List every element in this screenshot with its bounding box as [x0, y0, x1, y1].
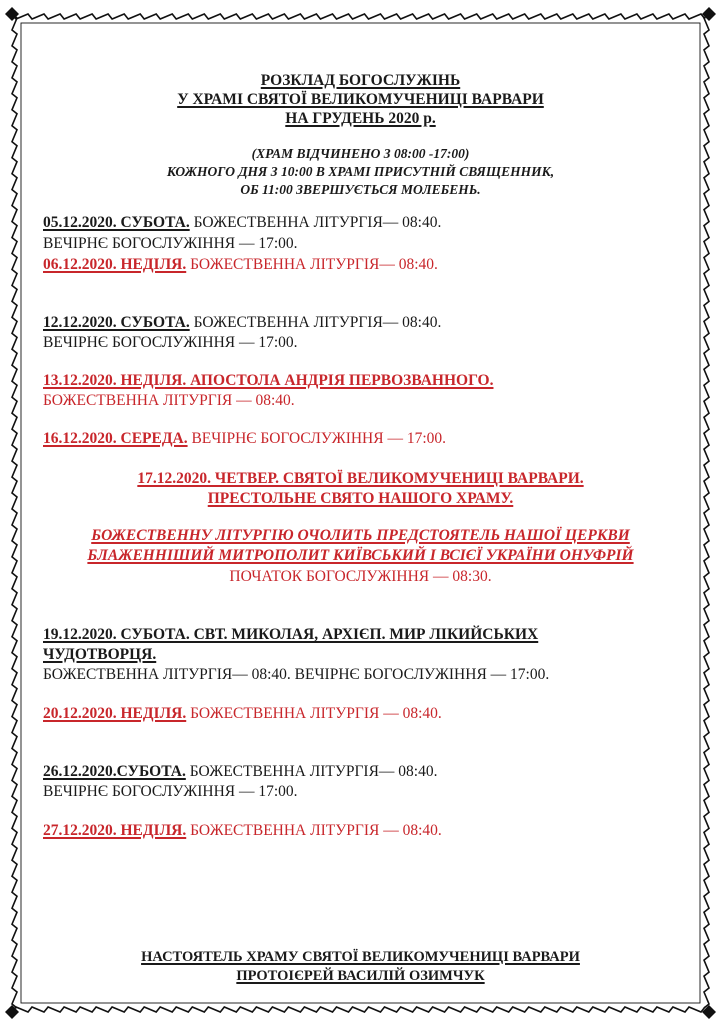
feast-day-start-time: ПОЧАТОК БОГОСЛУЖІННЯ — 08:30. — [229, 568, 492, 585]
entry-date: 12.12.2020. СУБОТА. — [43, 314, 190, 331]
feast-day-title: 17.12.2020. ЧЕТВЕР. СВЯТОЇ ВЕЛИКОМУЧЕНИЦІ ВАРВАРИ. — [137, 470, 584, 487]
schedule-entry-1312: 13.12.2020. НЕДІЛЯ. АПОСТОЛА АНДРІЯ ПЕРВОЗВАННОГО. — [43, 372, 494, 389]
feast-day-metropolitan: БЛАЖЕННІШИЙ МИТРОПОЛИТ КИЇВСЬКИЙ І ВСІЄЇ УКРАЇНИ ОНУФРІЙ — [87, 547, 634, 564]
schedule-entry-2012 — [43, 705, 442, 723]
schedule-entry-1912-services: БОЖЕСТВЕННА ЛІТУРГІЯ— 08:40. ВЕЧІРНЄ БОГОСЛУЖІННЯ — 17:00. — [43, 666, 550, 683]
entry-text: БОЖЕСТВЕННА ЛІТУРГІЯ— 08:40. — [186, 256, 438, 273]
schedule-entry-1612 — [43, 430, 446, 448]
schedule-entry-2612-evening: ВЕЧІРНЄ БОГОСЛУЖІННЯ — 17:00. — [43, 783, 298, 800]
page-subtitle: У ХРАМІ СВЯТОЇ ВЕЛИКОМУЧЕНИЦІ ВАРВАРИ — [177, 91, 544, 108]
schedule-entry-2612 — [43, 763, 437, 781]
entry-text: ВЕЧІРНЄ БОГОСЛУЖІННЯ — 17:00. — [187, 430, 447, 447]
schedule-entry-1212-evening: ВЕЧІРНЄ БОГОСЛУЖІННЯ — 17:00. — [43, 334, 298, 351]
priest-note: КОЖНОГО ДНЯ З 10:00 В ХРАМІ ПРИСУТНІЙ СВЯЩЕННИК, — [166, 164, 555, 179]
entry-date: 26.12.2020.СУБОТА. — [43, 763, 186, 780]
entry-text: БОЖЕСТВЕННА ЛІТУРГІЯ— 08:40. — [189, 214, 442, 231]
schedule-entry-1312-liturgy: БОЖЕСТВЕННА ЛІТУРГІЯ — 08:40. — [43, 392, 295, 409]
feast-day-subtitle: ПРЕСТОЛЬНЕ СВЯТО НАШОГО ХРАМУ. — [207, 490, 514, 507]
schedule-entry-2712 — [43, 822, 442, 840]
feast-day-liturgy-note: БОЖЕСТВЕННУ ЛІТУРГІЮ ОЧОЛИТЬ ПРЕДСТОЯТЕЛЬ НАШОЇ ЦЕРКВИ — [91, 527, 630, 544]
opening-hours-note: (ХРАМ ВІДЧИНЕНО З 08:00 -17:00) — [251, 146, 470, 161]
entry-date: 20.12.2020. НЕДІЛЯ. — [43, 705, 187, 722]
footer-rector: НАСТОЯТЕЛЬ ХРАМУ СВЯТОЇ ВЕЛИКОМУЧЕНИЦІ ВАРВАРИ — [141, 949, 580, 965]
entry-date: 27.12.2020. НЕДІЛЯ. — [43, 822, 187, 839]
page-title: РОЗКЛАД БОГОСЛУЖІНЬ — [260, 72, 461, 89]
entry-date: 16.12.2020. СЕРЕДА. — [43, 430, 188, 447]
schedule-entry-1912: 19.12.2020. СУБОТА. СВТ. МИКОЛАЯ, АРХІЄП. МИР ЛІКИЙСЬКИХ — [43, 626, 539, 643]
entry-text: БОЖЕСТВЕННА ЛІТУРГІЯ— 08:40. — [185, 763, 438, 780]
schedule-entry-0612 — [43, 256, 438, 274]
entry-date: 06.12.2020. НЕДІЛЯ. — [43, 256, 187, 273]
entry-date: 05.12.2020. СУБОТА. — [43, 214, 190, 231]
page-month: НА ГРУДЕНЬ 2020 р. — [285, 110, 436, 127]
schedule-entry-1912-cont: ЧУДОТВОРЦЯ. — [43, 646, 157, 663]
schedule-entry-0512 — [43, 214, 441, 232]
entry-text: БОЖЕСТВЕННА ЛІТУРГІЯ — 08:40. — [186, 822, 442, 839]
entry-text: БОЖЕСТВЕННА ЛІТУРГІЯ — 08:40. — [186, 705, 442, 722]
schedule-entry-1212 — [43, 314, 441, 332]
entry-text: БОЖЕСТВЕННА ЛІТУРГІЯ— 08:40. — [189, 314, 442, 331]
footer-name: ПРОТОІЄРЕЙ ВАСИЛІЙ ОЗИМЧУК — [236, 968, 485, 984]
moleben-note: ОБ 11:00 ЗВЕРШУЄТЬСЯ МОЛЕБЕНЬ. — [240, 182, 481, 197]
schedule-entry-0512-evening: ВЕЧІРНЄ БОГОСЛУЖІННЯ — 17:00. — [43, 235, 298, 252]
